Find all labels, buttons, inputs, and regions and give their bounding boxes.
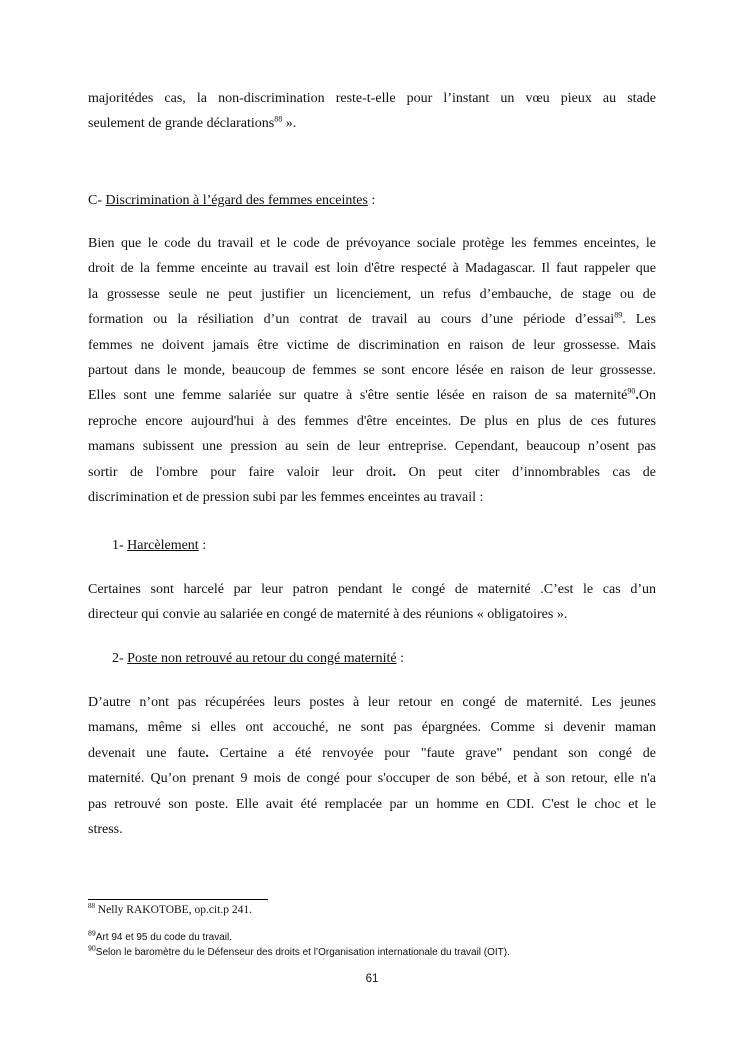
footnote-88 [88,904,252,916]
text-line: Certaines sont harcelé par leur patron pendant le congé de maternité .C’est le cas d’un [88,582,656,597]
text-run: On [638,388,656,404]
text-line: pas retrouvé son poste. Elle avait été remplacée par un homme en CDI. C'est le choc et le [88,796,656,812]
text-line: partout dans le monde, beaucoup de femmes se sont encore lésée en raison de leur grossesse. [88,363,656,379]
text-line: maternité. Qu’on prenant 9 mois de congé pour s'occuper de son bébé, et à son retour, elle n'a [88,771,656,787]
text-run: formation ou la résiliation d’un contrat de travail au cours d’une période d’essai [88,312,615,328]
poste-paragraph [88,690,656,842]
footnote-ref-88[interactable]: 88 [274,114,283,124]
footnote-ref-89[interactable]: 89 [614,310,623,320]
footnote-number: 88 [88,902,95,911]
text-line: majoritédes cas, la non-discrimination reste-t-elle pour l’instant un vœu pieux au stade [88,91,656,106]
text-run: On peut citer d’innombrables cas de [396,464,657,480]
text-run: devenait une faute [88,745,206,761]
footnote-number: 90 [88,945,96,953]
harcelement-paragraph [88,577,656,628]
text-line [88,111,656,136]
text-line [88,383,656,408]
text-run: . [392,464,397,480]
footnote-89 [88,932,232,943]
text-line: stress. [88,822,123,838]
text-run: Certaine a été renvoyée pour "faute grave" pendant son congé de [208,745,656,761]
continuation-paragraph [88,86,656,137]
heading-suffix: : [198,538,207,553]
text-line: D’autre n’ont pas récupérées leurs postes à leur retour en congé de maternité. Les jeunes [88,695,656,710]
page-number: 61 [365,973,379,985]
heading-suffix: : [367,193,376,208]
heading-title: Harcèlement [127,538,199,553]
text-run: . [635,388,639,404]
text-line: mamans, même si elles ont accouché, ne sont pas épargnées. Comme si devenir maman [88,720,656,736]
text-run: . [205,745,209,761]
footnote-ref-90[interactable]: 90 [627,386,636,396]
footnote-text: Art 94 et 95 du code du travail. [95,932,232,943]
heading-prefix: 2- [112,651,128,666]
text-run: Elles sont une femme salariée sur quatre à s'être sentie lésée en raison de sa maternité [88,388,628,404]
text-run: seulement de grande déclarations [88,116,275,132]
footnote-text: Nelly RAKOTOBE, op.cit.p 241. [95,904,252,916]
section-heading-c [88,191,375,211]
heading-title: Poste non retrouvé au retour du congé maternité [127,651,397,666]
text-run: ». [282,116,297,132]
footnote-number: 89 [88,930,96,938]
text-line [88,307,656,332]
heading-title: Discrimination à l’égard des femmes enceintes [105,193,368,208]
text-line: directeur qui convie au salariée en congé de maternité à des réunions « obligatoires ». [88,607,568,623]
text-line: femmes ne doivent jamais être victime de discrimination en raison de leur grossesse. Mais [88,337,656,353]
heading-prefix: C- [88,193,106,208]
text-line: reproche encore aujourd'hui à des femmes d'être enceintes. De plus en plus de ces futures [88,413,656,429]
heading-suffix: : [396,651,404,666]
main-paragraph [88,231,656,510]
text-line: Bien que le code du travail et le code de prévoyance sociale protège les femmes enceintes, le [88,236,656,251]
text-line [88,460,656,485]
text-line [88,741,656,766]
sub-heading-1 [112,536,206,556]
text-line: discrimination et de pression subi par les femmes enceintes au travail : [88,490,484,506]
text-line: mamans subissent une pression au sein de leur entreprise. Cependant, beaucoup n’osent pas [88,439,656,455]
footnote-separator [88,899,268,900]
text-run: . Les [622,312,656,328]
text-run: sortir de l'ombre pour faire valoir leur droit [88,464,393,480]
text-line: droit de la femme enceinte au travail est loin d'être respecté à Madagascar. Il faut rappeler que [88,261,656,277]
heading-prefix: 1- [112,538,128,553]
footnote-90 [88,947,510,958]
footnote-text: Selon le baromètre du le Défenseur des droits et l’Organisation internationale du travail (OIT). [95,947,510,958]
text-line: la grossesse seule ne peut justifier un licenciement, un refus d’embauche, de stage ou de [88,286,656,302]
sub-heading-2 [112,649,404,669]
